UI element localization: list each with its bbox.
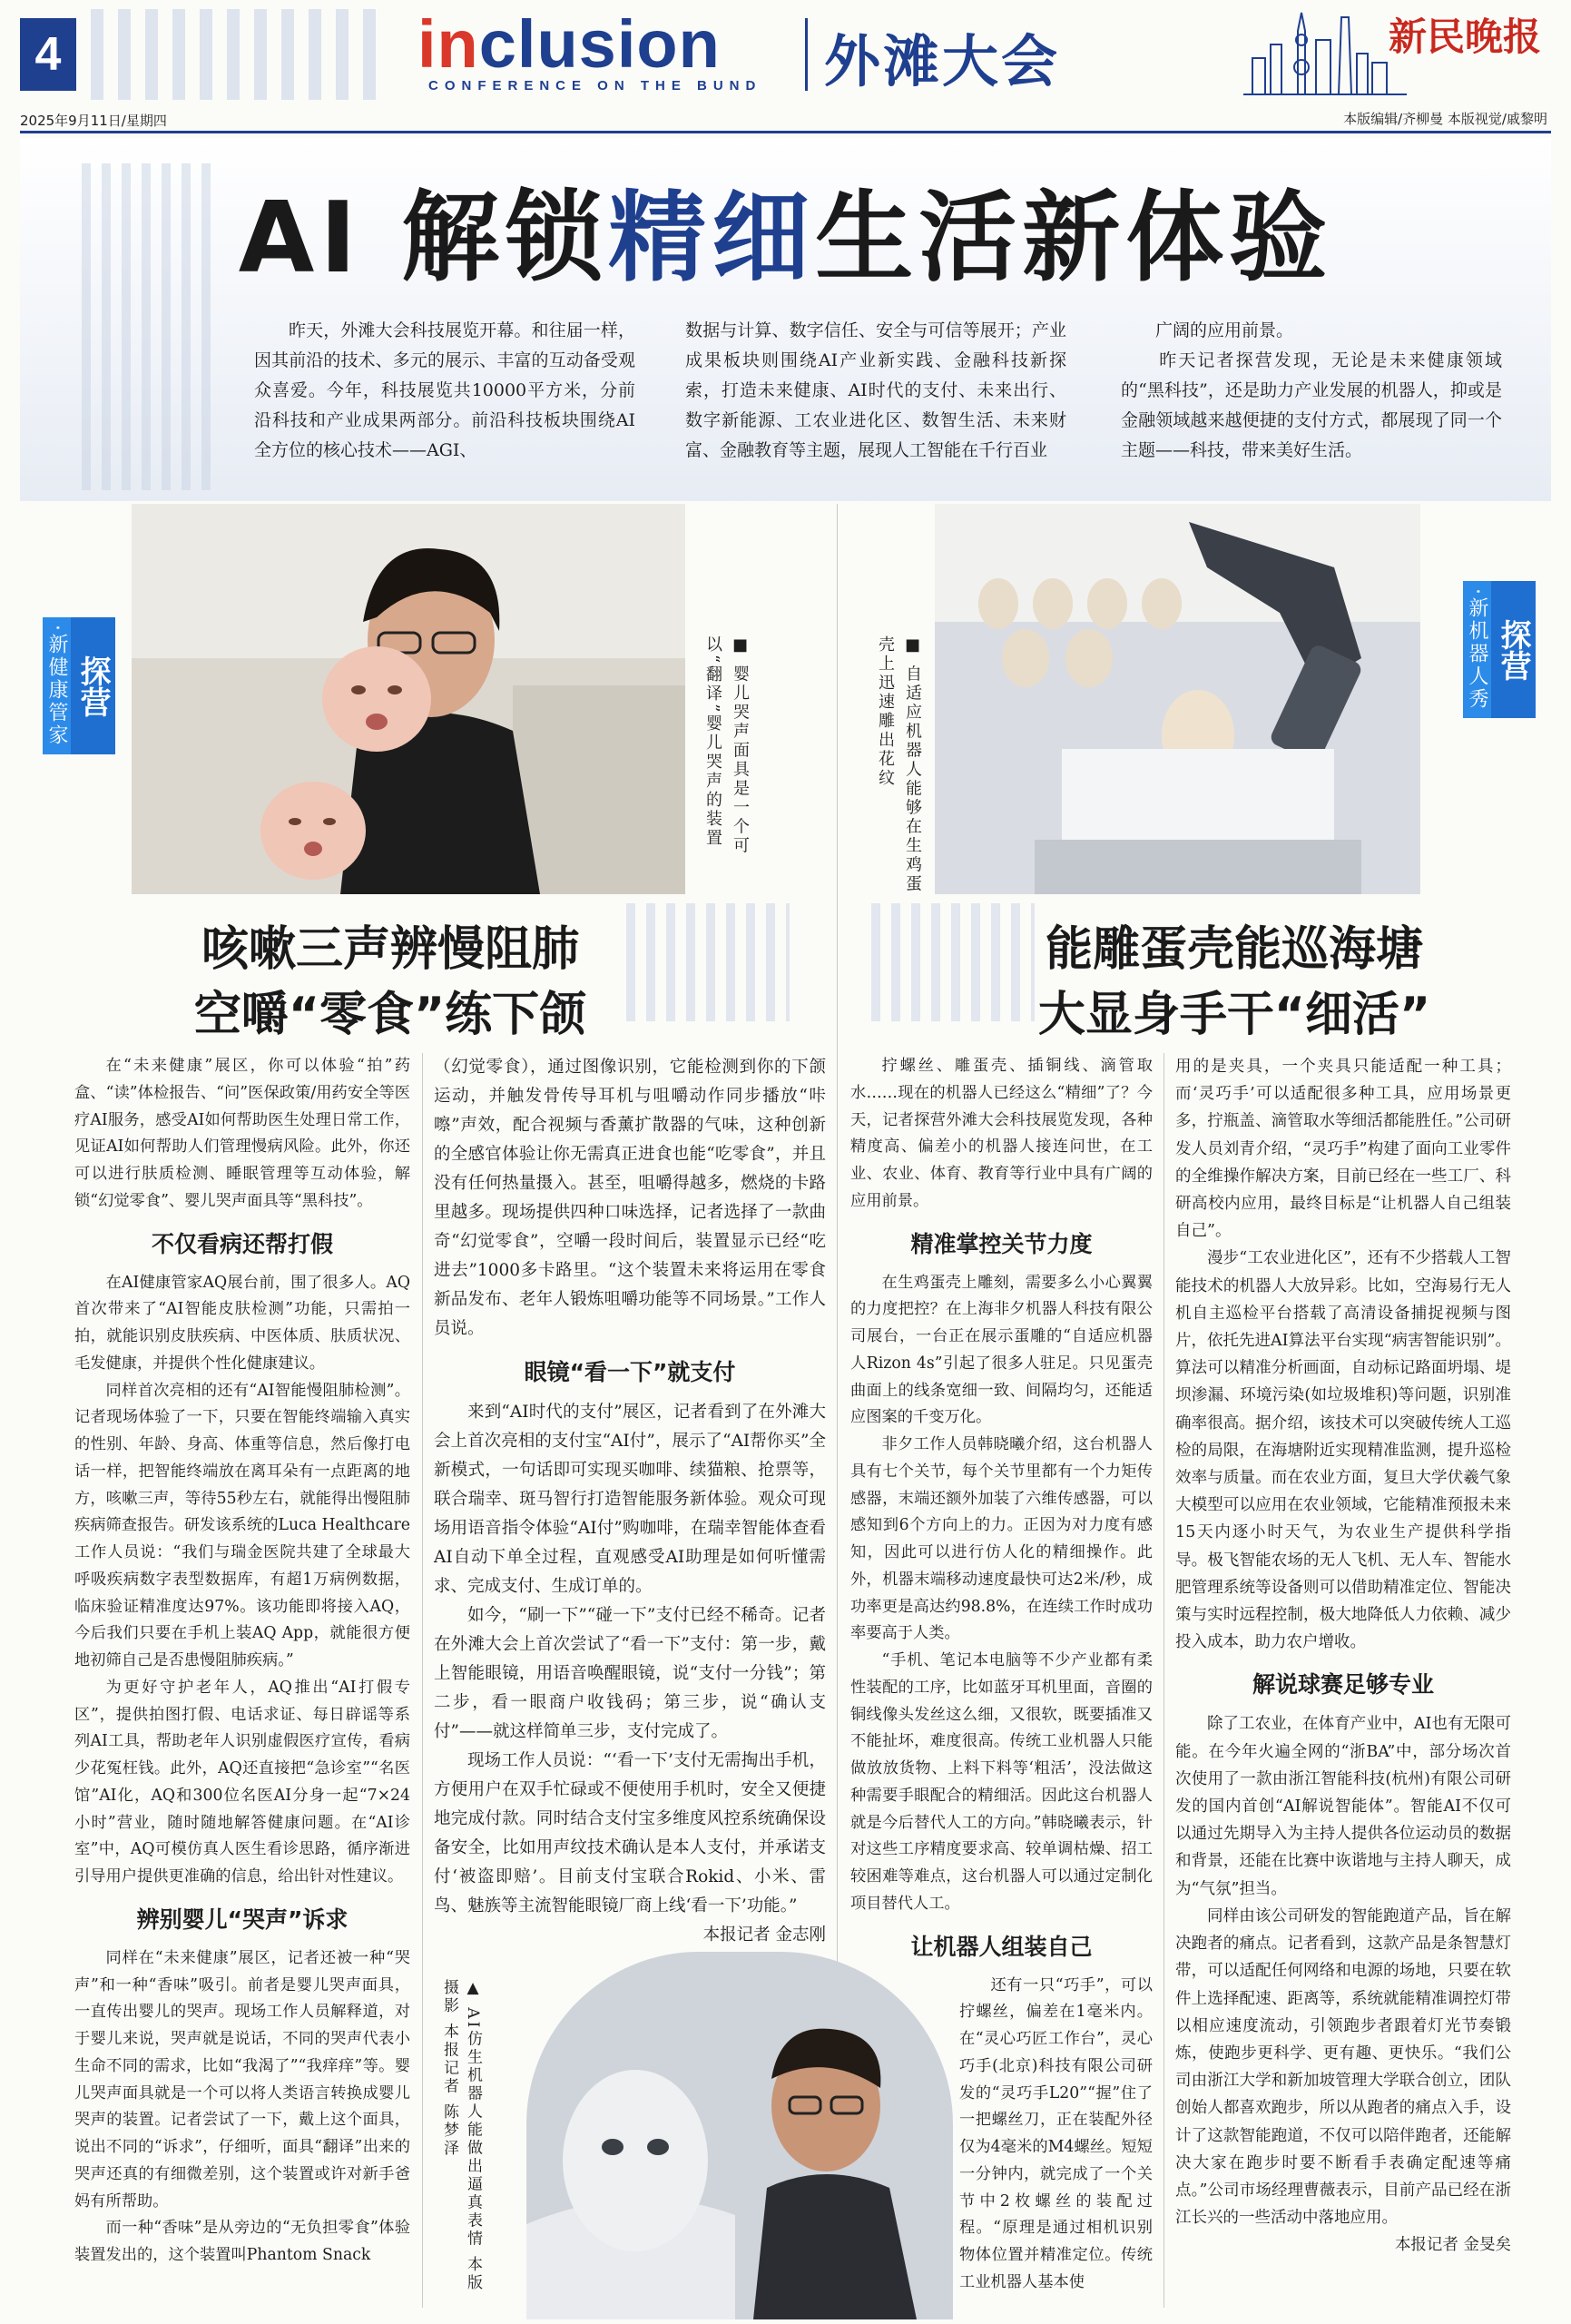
lead-paragraph-1: 昨天，外滩大会科技展览开幕。和往届一样，因其前沿的技术、多元的展示、丰富的互动备受观众喜爱。今年，科技展览共10000平方米，分前沿科技和产业成果两部分。前沿科技板块围绕AI全方位的核心技术——AGI、	[254, 320, 635, 460]
page-number: 4	[20, 18, 76, 91]
newspaper-name: 新民晚报	[1389, 15, 1542, 59]
body-paragraph: 同样在“未来健康”展区，记者还被一种“哭声”和一种“香味”吸引。前者是婴儿哭声面具，一直传出婴儿的哭声。现场工作人员解释道，对于婴儿来说，哭声就是说话，不同的哭声代表小生命不同的需求，比如“我渴了”“我痒痒”等。婴儿哭声面具就是一个可以将人类语言转换成婴儿哭声的装置。记者尝试了一下，戴上这个面具，说出不同的“诉求”，仔细听，面具“翻译”出来的哭声还真的有细微差别，这个装置或许对新手爸妈有所帮助。	[74, 1948, 410, 2211]
body-paragraph: 而一种“香味”是从旁边的“无负担零食”体验装置发出的，这个装置叫Phantom Snack	[74, 2219, 410, 2264]
issue-date: 2025年9月11日/星期四	[20, 113, 167, 129]
body-paragraph: 拧螺丝、雕蛋壳、插铜线、滴管取水……现在的机器人已经这么“精细”了？今天，记者探营外滩大会科技展览发现，各种精度高、偏差小的机器人接连问世，在工业、农业、体育、教育等行业中具有广阔的应用前景。	[850, 1057, 1153, 1210]
robot-photo-caption: ▲ AI仿生机器人能做出逼真表情 本版摄影 本报记者 陈梦泽	[440, 1979, 482, 2292]
egg-photo-caption: ■ 自适应机器人能够在生鸡蛋壳上迅速雕出花纹	[876, 635, 922, 894]
body-paragraph: 同样由该公司研发的智能跑道产品，旨在解决跑者的痛点。记者看到，这款产品是条智慧灯带，可以适配任何网络和电源的场地，只要在软件上选择配速、距离等，系统就能精准调控灯带以相应速度流动，引领跑步者跟着灯光节奏锻炼，使跑步更科学、更有趣、更快乐。“我们公司由浙江大学和新加坡管理大学联合创立，团队创始人都喜欢跑步，所以从跑者的痛点入手，设计了这款智能跑道，不仅可以陪伴跑者，还能解决大家在跑步时要不断看手表确定配速等痛点。”公司市场经理曹薇表示，目前产品已经在浙江长兴的一些活动中落地应用。	[1175, 1906, 1511, 2228]
left-feature-title: 咳嗽三声辨慢阻肺 空嚼“零食”练下颌	[193, 922, 587, 1042]
left-explore-tag: 探营 ·新健康管家	[50, 617, 115, 754]
subhead: 眼镜“看一下”就支付	[524, 1359, 736, 1385]
body-paragraph: 除了工农业，在体育产业中，AI也有无限可能。在今年火遍全网的“浙BA”中，部分场次首次使用了一款由浙江智能科技(杭州)有限公司研发的国内首创“AI解说智能体”。智能AI不仅可以通过先期导入为主持人提供各位运动员的数据和背景，还能在比赛中诙谐地与主持人聊天，成为“气氛”担当。	[1175, 1715, 1511, 1898]
masthead-divider	[805, 18, 808, 91]
editor-credits: 本版编辑/齐柳曼 本版视觉/戚黎明	[1343, 111, 1547, 127]
column-rule	[422, 1053, 423, 2308]
masthead-rule	[20, 131, 1551, 133]
conference-title: 外滩大会	[824, 28, 1061, 94]
right-column-2	[1175, 1053, 1511, 2260]
left-column-1	[74, 1053, 410, 2270]
body-paragraph: 非夕工作人员韩晓曦介绍，这台机器人具有七个关节，每个关节里都有一个力矩传感器，末端还额外加装了六维传感器，可以感知到6个方向上的力。正因为对力度有感知，因此可以进行仿人化的精细操作。此外，机器末端移动速度最快可达2米/秒，成功率更是高达约98.8%，在连续工作时成功率要高于人类。	[850, 1435, 1153, 1643]
body-paragraph: （幻觉零食），通过图像识别，它能检测到你的下颌运动，并触发骨传导耳机与咀嚼动作同步播放“咔嚓”声效，配合视频与香薰扩散器的气味，这种创新的全感官体验让你无需真正进食也能“吃零食”，并且没有任何热量摄入。甚至，咀嚼得越多，燃烧的卡路里越多。现场提供四种口味选择，记者选择了一款曲奇“幻觉零食”，空嚼一段时间后，装置显示已经“吃进去”1000多卡路里。“这个装置未来将运用在零食新品发布、老年人锻炼咀嚼功能等不同场景。”工作人员说。	[434, 1058, 826, 1338]
subhead: 让机器人组装自己	[910, 1933, 1093, 1960]
skyline-icon	[1243, 4, 1407, 103]
lead-paragraph-2: 数据与计算、数字信任、安全与可信等展开；产业成果板块则围绕AI产业新实践、金融科技新探索，打造未来健康、AI时代的支付、未来出行、数字新能源、工农业进化区、数智生活、未来财富、金融教育等主题，展现人工智能在千行百业	[685, 320, 1066, 460]
body-paragraph: 在“未来健康”展区，你可以体验“拍”药盒、“读”体检报告、“问”医保政策/用药安全等医疗AI服务，感受AI如何帮助医生处理日常工作，见证AI如何帮助人们管理慢病风险。此外，你还可以进行肤质检测、睡眠管理等互动体验，解锁“幻觉零食”、婴儿哭声面具等“黑科技”。	[74, 1057, 410, 1210]
subhead: 精准掌控关节力度	[910, 1230, 1093, 1257]
egg-carving-robot-photo	[935, 504, 1420, 894]
subhead: 解说球赛足够专业	[1252, 1671, 1434, 1699]
body-paragraph: 在AI健康管家AQ展台前，围了很多人。AQ首次带来了“AI智能皮肤检测”功能，只需拍一拍，就能识别皮肤疾病、中医体质、肤质状况、毛发健康，并提供个性化健康建议。	[74, 1273, 410, 1373]
body-paragraph: 还有一只“巧手”，可以拧螺丝，偏差在1毫米内。在“灵心巧匠工作台”，灵心巧手(北京)科技有限公司研发的“灵巧手L20”“握”住了一把螺丝刀，正在装配外径仅为4毫米的M4螺丝。短短一分钟内，就完成了一个关节中2枚螺丝的装配过程。“原理是通过相机识别物体位置并精准定位。传统工业机器人基本使	[959, 1975, 1153, 2291]
masthead-stripes	[91, 9, 390, 100]
logo-subtitle: CONFERENCE ON THE BUND	[428, 78, 762, 94]
lead-paragraph-3: 广阔的应用前景。 昨天记者探营发现，无论是未来健康领域的“黑科技”，还是助力产业发展的机器人，抑或是金融领域越来越便捷的支付方式，都展现了同一个主题——科技，带来美好生活。	[1121, 320, 1502, 460]
body-paragraph: “手机、笔记本电脑等不少产业都有柔性装配的工序，比如蓝牙耳机里面，音圈的铜线像头发丝这么细，又很软，既要插准又不能扯坏，难度很高。传统工业机器人只能做放放货物、上料下料等‘粗活’，没法做这种需要手眼配合的精细活。因此这台机器人就是今后替代人工的方向。”韩晓曦表示，针对这些工序精度要求高、较单调枯燥、招工较困难等难点，这台机器人可以通过定制化项目替代人工。	[850, 1651, 1153, 1913]
right-column-1	[850, 1053, 1153, 2297]
page-headline: AI 解锁精细生活新体验	[238, 182, 1333, 295]
subhead: 不仅看病还帮打假	[151, 1230, 333, 1257]
body-paragraph: 用的是夹具，一个夹具只能适配一种工具；而‘灵巧手’可以适配很多种工具，应用场景更多，拧瓶盖、滴管取水等细活都能胜任。”公司研发人员刘青介绍，“灵巧手”构建了面向工业零件的全维操作解决方案，目前已经在一些工厂、科研高校内应用，最终目标是“让机器人自己组装自己”。	[1175, 1058, 1511, 1241]
body-paragraph: 漫步“工农业进化区”，还有不少搭载人工智能技术的机器人大放异彩。比如，空海易行无人机自主巡检平台搭载了高清设备捕捉视频与图片，依托先进AI算法平台实现“病害智能识别”。算法可以精准分析画面，自动标记路面坍塌、堤坝渗漏、环境污染(如垃圾堆积)等问题，识别准确率很高。据介绍，该技术可以突破传统人工巡检的局限，在海塘附近实现精准监测，提升巡检效率与质量。而在农业方面，复旦大学伏羲气象大模型可以应用在农业领域，它能精准预报未来15天内逐小时天气，为农业生产提供科学指导。极飞智能农场的无人飞机、无人车、智能水肥管理系统等设备则可以借助精准定位、智能决策与实时远程控制，极大地降低人力依赖、减少投入成本，助力农户增收。	[1175, 1249, 1511, 1652]
right-feature-title: 能雕蛋壳能巡海塘 大显身手干“细活”	[1037, 922, 1431, 1042]
body-paragraph: 现场工作人员说：“‘看一下’支付无需掏出手机，方便用户在双手忙碌或不便使用手机时，安全又便捷地完成付款。同时结合支付宝多维度风控系统确保设备安全，比如用声纹技术确认是本人支付，并承诺支付‘被盗即赔’。目前支付宝联合Rokid、小米、雷鸟、魅族等主流智能眼镜厂商上线‘看一下’功能。”	[434, 1751, 826, 1915]
left-column-2	[434, 1053, 826, 1950]
right-byline: 本报记者 金旻矣	[1394, 2236, 1511, 2255]
body-paragraph: 如今，“刷一下”“碰一下”支付已经不稀奇。记者在外滩大会上首次尝试了“看一下”支付：第一步，戴上智能眼镜，用语音唤醒眼镜，说“支付一分钱”；第二步，看一眼商户收钱码；第三步，说“确认支付”——就这样简单三步，支付完成了。	[434, 1606, 826, 1741]
body-paragraph: 在生鸡蛋壳上雕刻，需要多么小心翼翼的力度把控？在上海非夕机器人科技有限公司展台，一台正在展示蛋雕的“自适应机器人Rizon 4s”引起了很多人驻足。只见蛋壳曲面上的线条宽细一致、间隔均匀，还能适应图案的千变万化。	[850, 1273, 1153, 1427]
left-byline: 本报记者 金志刚	[702, 1925, 826, 1945]
subhead: 辨别婴儿“哭声”诉求	[136, 1905, 349, 1933]
mask-photo-caption: ■ 婴儿哭声面具是一个可以“翻译”婴儿哭声的装置	[703, 635, 750, 856]
body-paragraph: 为更好守护老年人，AQ推出“AI打假专区”，提供拍图打假、电话求证、每日辟谣等系列AI工具，帮助老年人识别虚假医疗宣传，看病少花冤枉钱。此外，AQ还直接把“急诊室”“名医馆”AI化，AQ和300位名医AI分身一起“7×24小时”营业，随时随地解答健康问题。在“AI诊室”中，AQ可模仿真人医生看诊思路，循序渐进引导用户提供更准确的信息，给出针对性建议。	[74, 1678, 410, 1886]
inclusion-logo: inclusion	[417, 6, 721, 82]
body-paragraph: 来到“AI时代的支付”展区，记者看到了在外滩大会上首次亮相的支付宝“AI付”，展示了“AI帮你买”全新模式，一句话即可实现买咖啡、续猫粮、抢票等，联合瑞幸、斑马智行打造智能服务新体验。观众可现场用语音指令体验“AI付”购咖啡，在瑞幸智能体查看AI自动下单全过程，直观感受AI助理是如何听懂需求、完成支付、生成订单的。	[434, 1403, 826, 1596]
right-explore-tag: 探营 ·新机器人秀	[1470, 581, 1536, 718]
body-paragraph: 同样首次亮相的还有“AI智能慢阻肺检测”。记者现场体验了一下，只要在智能终端输入真实的性别、年龄、身高、体重等信息，然后像打电话一样，把智能终端放在离耳朵有一点距离的地方，咳嗽三声，等待55秒左右，就能得出慢阻肺疾病筛查报告。研发该系统的Luca Healthcare工作人员说：“我们与瑞金医院共建了全球最大呼吸疾病数字表型数据库，有超1万病例数据，临床验证精准度达97%。该功能即将接入AQ，今后我们只要在手机上装AQ App，就能很方便地初筛自己是否患慢阻肺疾病。”	[74, 1381, 410, 1669]
baby-cry-mask-photo	[132, 504, 685, 894]
